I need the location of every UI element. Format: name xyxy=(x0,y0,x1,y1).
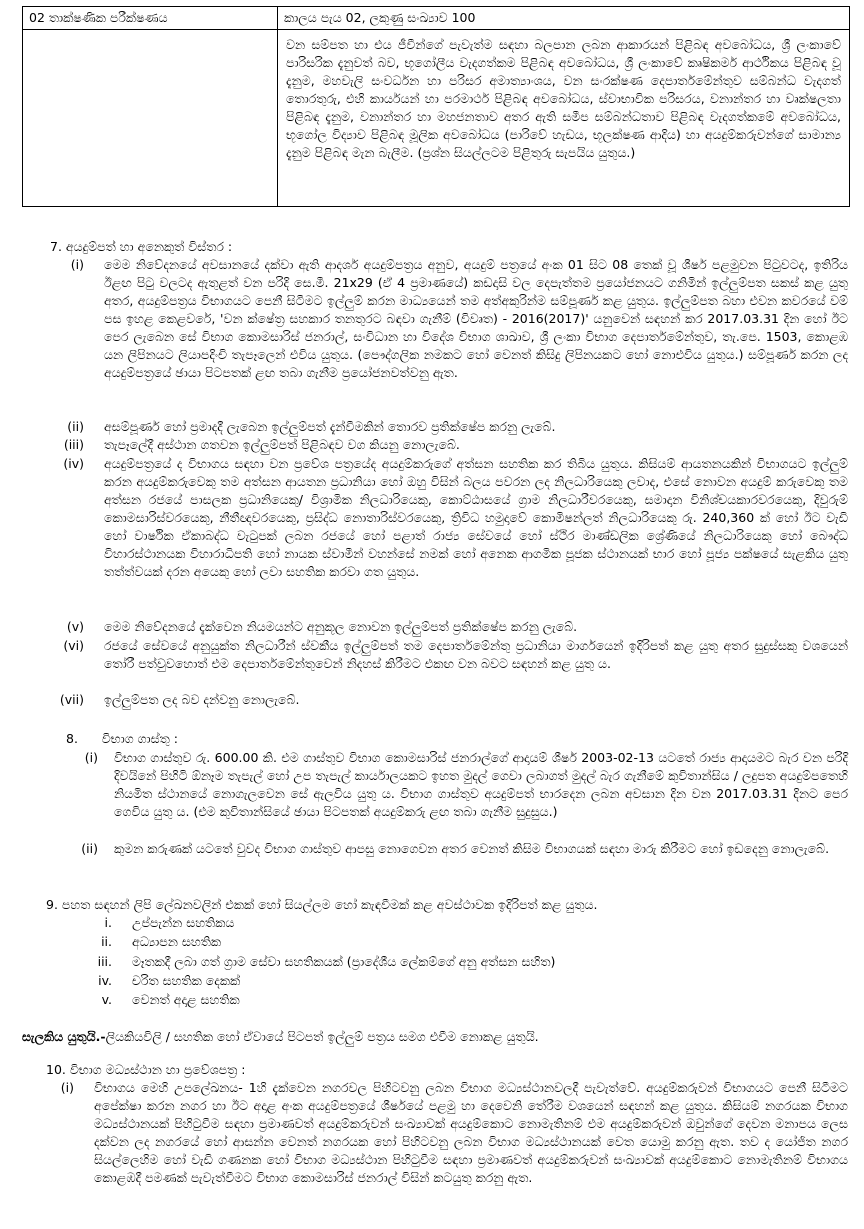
syllabus-description: වන සම්පත හා එය ජීවීන්ගේ පැවැත්ම සඳහා බලපාන ලබන ආකාරයන් පිළිබඳ අවබෝධය, ශ්‍රී ලංකාවේ පාරිසරික දැනුවත් බව, භූගෝලීය වැදගත්කම පිළිබඳ අවබෝධය, ශ්‍රී ලංකාවේ කෘෂිකර්ම ආර්ථිකය පිළිබඳ වූ දැනුම, මහවැලි සංවර්ධන හා පරිසර අමාත්‍යාංශය, වන සංරක්ෂණ දෙපාර්තමේන්තුව සම්බන්ධ වැදගත් තොරතුරු, එහි කාර්යයන් හා පරමාර්ථ පිළිබඳ අවබෝධය, ස්වාභාවික පරිසරය, වනාන්තර හා වෘක්ෂලතා පිළිබඳ දැනුම, වනාන්තර හා මහජනතාව අතර ඇති සමීප සම්බන්ධතාව පිළිබඳ වැදගත්කමේ අවබෝධය, භූගෝල විද්‍යාව පිළිබඳ මූලික අවබෝධය (පාරිවේ හැඩය, භූලක්ෂණ ආදිය) හා අයදුම්කරුවන්ගේ සාමාන්‍ය දැනුම පිළිබඳ මැන බැලීම. (ප්‍රශ්න සියල්ලටම පිළිතුරු සැපයිය යුතුය.) xyxy=(278,30,850,207)
subject-name-cell: 02 තාක්ෂණික පරීක්ෂණය xyxy=(23,7,278,30)
empty-cell xyxy=(23,30,278,207)
s9-doc-4-number: iv. xyxy=(98,973,112,988)
s7-item-2-text: අසම්පූර්ණ හෝ ප්‍රමාදදී ලැබෙන ඉල්ලුම්පත් දැන්වීමකින් තොරව ප්‍රතික්ෂේප කරනු ලැබේ. xyxy=(104,419,556,434)
s9-doc-2-text: අධ්‍යාපන සහතික xyxy=(132,934,221,949)
s7-item-1-number: (i) xyxy=(70,257,84,272)
s10-item-1-text: විභාගය මෙහි උපලේඛනය- 1හි දැක්වෙන නගරවල පිහිටවනු ලබන විභාග මධ්‍යස්ථානවලදී පැවැත්වේ. අයදුම්කරුවන් විභාගයට පෙනී සිටීමට අපේක්ෂා කරන නගර හා ඊට අදාළ අංක අයදුම්පත්‍රයේ ශීර්ෂයේ පළමු හා දෙවෙනි තේරීම වශයෙන් සඳහන් කළ යුතුය. කිසියම් නගරයක විභාග මධ්‍යස්ථානයක් පිහිටුවීම සඳහා ප්‍රමාණවත් අයදුම්කරුවන් සංඛ්‍යාවක් අයදුම්කොට නොමැතිනම් එම අයදුම්කරුවන් ඔවුන්ගේ දෙවන මනාපය ලෙස දක්වන ලද නගරයේ හෝ ආසන්න වෙනත් නගරයක හෝ පිහිටවනු ලබන විභාග මධ්‍යස්ථානයක් වෙත යොමු කරනු ඇත. තව ද යෝජිත නගර සියල්ලෙහිම හෝ වැඩි ගණනක හෝ විභාග මධ්‍යස්ථාන පිහිටුවීම සඳහා ප්‍රමාණවත් අයදුම්කරුවන් සංඛ්‍යාවක් අයදුම්කොට නොමැතිනම් විභාගය කොළඹදී පමණක් පැවැත්වීමට විභාග කොමසාරිස් ජනරාල් විසින් කටයුතු කරනු ඇත. xyxy=(94,1080,848,1185)
s7-item-4-number: (iv) xyxy=(63,456,84,471)
section-8-heading: 8. විභාග ගාස්තු : xyxy=(66,731,178,746)
s7-item-3-number: (iii) xyxy=(63,437,84,452)
s7-item-7-text: ඉල්ලුම්පත ලද බව දන්වනු නොලැබේ. xyxy=(104,692,300,707)
note-line xyxy=(22,1028,539,1046)
section-7-heading: 7. අයදුම්පත් හා අනෙකුත් විස්තර : xyxy=(50,239,233,254)
s7-item-2-number: (ii) xyxy=(67,419,84,434)
s7-item-6-text: රජයේ සේවයේ අනුයුක්ත නිලධාරීන් ස්වකීය ඉල්ලුම්පත් තම දෙපාර්තමේන්තු ප්‍රධානියා මාර්ගයෙන් ඉදිරිපත් කළ යුතු අතර සුදුස්සකු වශයෙන් තෝරී පත්වුවහොත් එම දෙපාර්තමේන්තුවෙන් නිදහස් කිරීමට එකඟ වන බවට සඳහන් කළ යුතු ය. xyxy=(104,638,848,671)
s8-item-2-number: (ii) xyxy=(81,841,98,856)
s9-doc-5-text: වෙනත් අදාළ සහතික xyxy=(132,992,240,1007)
s10-item-1-number: (i) xyxy=(60,1080,74,1095)
s7-item-3-text: තැපෑලේදී අස්ථාන ගතවන ඉල්ලුම්පත් පිළිබඳව වග කියනු නොලැබේ. xyxy=(104,437,460,452)
s9-doc-1-number: i. xyxy=(104,915,112,930)
s9-doc-2-number: ii. xyxy=(101,934,112,949)
s7-item-5-text: මෙම නිවේදනයේ දැක්වෙන නියමයන්ට අනුකූල නොවන ඉල්ලුම්පත් ප්‍රතික්ෂේප කරනු ලැබේ. xyxy=(104,619,578,634)
s7-item-7-number: (vii) xyxy=(59,692,84,707)
note-label: සැලකිය යුතුයි.- xyxy=(22,1029,106,1044)
section-10-heading: 10. විභාග මධ්‍යස්ථාන හා ප්‍රවේශපත්‍ර : xyxy=(46,1062,246,1077)
s7-item-6-number: (vi) xyxy=(63,638,84,653)
note-text: ලියකියවිලි / සහතික හෝ ඒවායේ පිටපත් ඉල්ලුම් පත්‍රය සමග එවීම නොකළ යුතුයි. xyxy=(105,1029,539,1044)
subject-table xyxy=(22,6,850,207)
s9-doc-3-text: මෑතකදී ලබා ගත් ග්‍රාම සේවා සහතිකයක් (ප්‍රාදේශීය ලේකම්ගේ අනු අත්සන සහිත) xyxy=(132,954,556,969)
s8-item-1-text: විභාග ගාස්තුව රු. 600.00 කි. එම ගාස්තුව විභාග කොමසාරිස් ජනරාල්ගේ ආදායම් ශීර්ෂ 2003-02-13 යටතේ රාජ්‍ය ආදායමට බැර වන පරිදි දිවයිනේ පිහිටි ඕනෑම තැපැල් හෝ උප තැපැල් කාර්යාලයකට ඉහත මුදල් ගෙවා ලබාගත් මුදල් බැර ගැනීමේ කුවිතාන්සිය / ලදුපත අයදුම්පතෙහි නියමිත ස්ථානයේ නොගැලවෙන සේ ඇලවිය යුතු ය. විභාග ගාස්තුව අයදුම්පත් භාරදෙන ලබන අවසාන දින වන 2017.03.31 දිනට පෙර ගෙවිය යුතු ය. (එම කුවිතාන්සියේ ඡායා පිටපතක් අයදුම්කරු ළඟ තබා ගැනීම සුදුසුය.) xyxy=(114,750,848,819)
s9-doc-1-text: උප්පැන්න සහතිකය xyxy=(132,915,235,930)
s8-item-1-number: (i) xyxy=(84,750,98,765)
s7-item-1-text: මෙම නිවේදනයේ අවසානයේ දක්වා ඇති ආදර්ශ අයදුම්පත්‍රය අනුව, අයදුම් පත්‍රයේ අංක 01 සිට 08 තෙක් වූ ශීර්ෂ පළමුවන පිටුවටද, ඉතිරිය ඊළඟ පිටු වලටද ඇතුළත් වන පරිදි සෙ.මී. 21x29 (ඒ 4 ප්‍රමාණයේ) කඩදාසි වල දෙපැත්තම ප්‍රයෝජනයට ගනිමින් ඉල්ලුම්පත සකස් කළ යුතු අතර, අයදුම්පත්‍රය විභාගයට පෙනී සිටීමට ඉල්ලුම් කරන මාධ්‍යයෙන් තම අත්අකුරින්ම සම්පූර්ණ කළ යුතුය. ඉල්ලුම්පත බහා එවන කවරයේ වම් පස ඉහළ කෙළවරේ, 'වන ක්ෂේත්‍ර සහකාර තනතුරට බඳවා ගැනීම් (විවෘත) - 2016(2017)' යනුවෙන් සඳහන් කර 2017.03.31 දින හෝ ඊට පෙර ලැබෙන සේ විභාග කොමසාරිස් ජනරාල්, සංවිධාන හා විදේශ විභාග ශාඛාව, ශ්‍රී ලංකා විභාග දෙපාර්තමේන්තුව, තැ.පෙ. 1503, කොළඹ යන ලිපිනයට ලියාපදිංචි තැපෑලෙන් එවිය යුතුය. (පෞද්ගලික නමකට හෝ වෙනත් කිසිදු ලිපිනයකට හෝ නොඑවිය යුතුය.) සම්පූර්ණ කරන ලද අයදුම්පත්‍රයේ ඡායා පිටපතක් ළඟ තබා ගැනීම ප්‍රයෝජනවත්වනු ඇත. xyxy=(104,257,848,380)
s9-doc-4-text: චරිත සහතික දෙකක් xyxy=(132,973,241,988)
s9-doc-3-number: iii. xyxy=(97,954,112,969)
s7-item-4-text: අයදුම්පත්‍රයේ ද විභාගය සඳහා වන ප්‍රවේශ පත්‍රයේද අයදුම්කරුගේ අත්සන සහතික කර තිබිය යුතුය. කිසියම් ආයතනයකින් විභාගයට ඉල්ලුම් කරන අයදුම්කරුවෙකු තම අත්සන ආයතන ප්‍රධානියා හෝ ඔහු විසින් බලය පවරන ලද නිලධාරියෙකු ලවාද, එසේ නොවන අයදුම් කරුවෙකු තම අත්සන රජයේ පාසලක ප්‍රධානියෙකු/ විශ්‍රාමික නිලධාරියෙකු, කොට්ඨාසයේ ග්‍රාම නිලධාරීවරයෙකු, සමාදාන විනිශ්චයකාරවරයෙකු, දිවුරුම් කොමසාරිස්වරයෙකු, නීතීඥවරයෙකු, ප්‍රසිද්ධ නොතාරිස්වරයෙකු, ත්‍රිවිධ හමුදාවේ කොමිෂන්ලත් නිලධාරියෙකු රු. 240,360 ක් හෝ ඊට වැඩි හෝ වාර්ෂික ඒකාබද්ධ වැටුපක් ලබන රජයේ හෝ පළාත් රාජ්‍ය සේවයේ හෝ ස්ථිර මාණ්ඩලික ශ්‍රේණියේ නිලධාරියෙකු හෝ බෞද්ධ විහාරස්ථානයක විහාරාධිපති හෝ නායක ස්වාමීන් වහන්සේ නමක් හෝ අනෙක ආගමික පූජක ස්ථානයක් භාර හෝ පූජ්‍ය පක්ෂයේ සැළකිය යුතු තත්ත්වයක් දරන අයෙකු හෝ ලවා සහතික කරවා ගත යුතුය. xyxy=(104,456,848,579)
subject-duration-cell: කාලය පැය 02, ලකුණු සංඛ්‍යාව 100 xyxy=(278,7,850,30)
s7-item-5-number: (v) xyxy=(66,619,84,634)
s8-item-2-text: කුමන කරුණක් යටතේ වුවද විභාග ගාස්තුව ආපසු නොගෙවන අතර වෙනත් කිසිම විභාගයක් සඳහා මාරු කිරීමට හෝ ඉඩදෙනු නොලැබේ. xyxy=(114,841,830,856)
section-9-heading: 9. පහත සඳහන් ලිපි ලේඛනවලින් එකක් හෝ සියල්ලම හෝ කැඳවීමක් කළ අවස්ථාවක ඉදිරිපත් කළ යුතුය. xyxy=(46,897,598,912)
s9-doc-5-number: v. xyxy=(101,992,112,1007)
